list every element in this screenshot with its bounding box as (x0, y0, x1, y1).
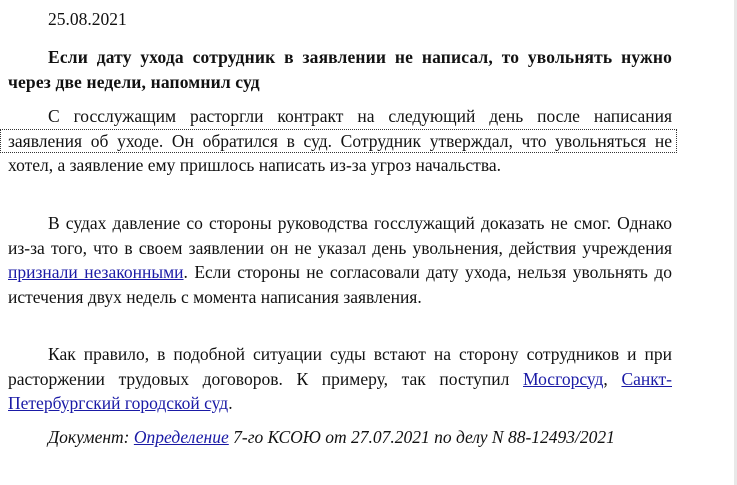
paragraph-text: Как правило, в подобной ситуации суды встают на сторону сотрудников и при расторжении трудовых договоров. К примеру, так поступил (8, 344, 672, 389)
article-date: 25.08.2021 (48, 9, 127, 29)
article-headline: Если дату ухода сотрудник в заявлении не написал, то увольнять нужно через две недели, напомнил суд (8, 47, 672, 92)
paragraph-court-ruling (8, 211, 672, 309)
link-spb-city-court[interactable]: Санкт-Петербургский городской суд (8, 368, 672, 413)
document-details: 7-го КСОЮ от 27.07.2021 по делу N 88-12493/2021 (228, 427, 615, 447)
link-ruled-unlawful[interactable]: признали незаконными (8, 262, 184, 282)
paragraph-court-practice (8, 342, 672, 416)
document-label: Документ: (48, 427, 134, 447)
separator: , (603, 368, 622, 389)
paragraph-text: . Если стороны не согласовали дату ухода, нельзя увольнять до истечения двух недель с момента написания заявления. (8, 262, 672, 307)
paragraph-end: . (228, 393, 233, 413)
link-determination[interactable]: Определение (133, 427, 229, 447)
link-mosgorsud[interactable]: Мосгорсуд (523, 368, 604, 389)
document-reference (8, 425, 672, 450)
paragraph-case-summary: С госслужащим расторгли контракт на следующий день после написания заявления об уходе. Он обратился в суд. Сотрудник утверждал, что увольняться не хотел, а заявление ему пришлось написать из-за угроз начальства. (8, 106, 672, 175)
paragraph-text: В судах давление со стороны руководства госслужащий доказать не смог. Однако из-за того, что в своем заявлении он не указал день увольнения, действия учреждения (8, 213, 672, 258)
